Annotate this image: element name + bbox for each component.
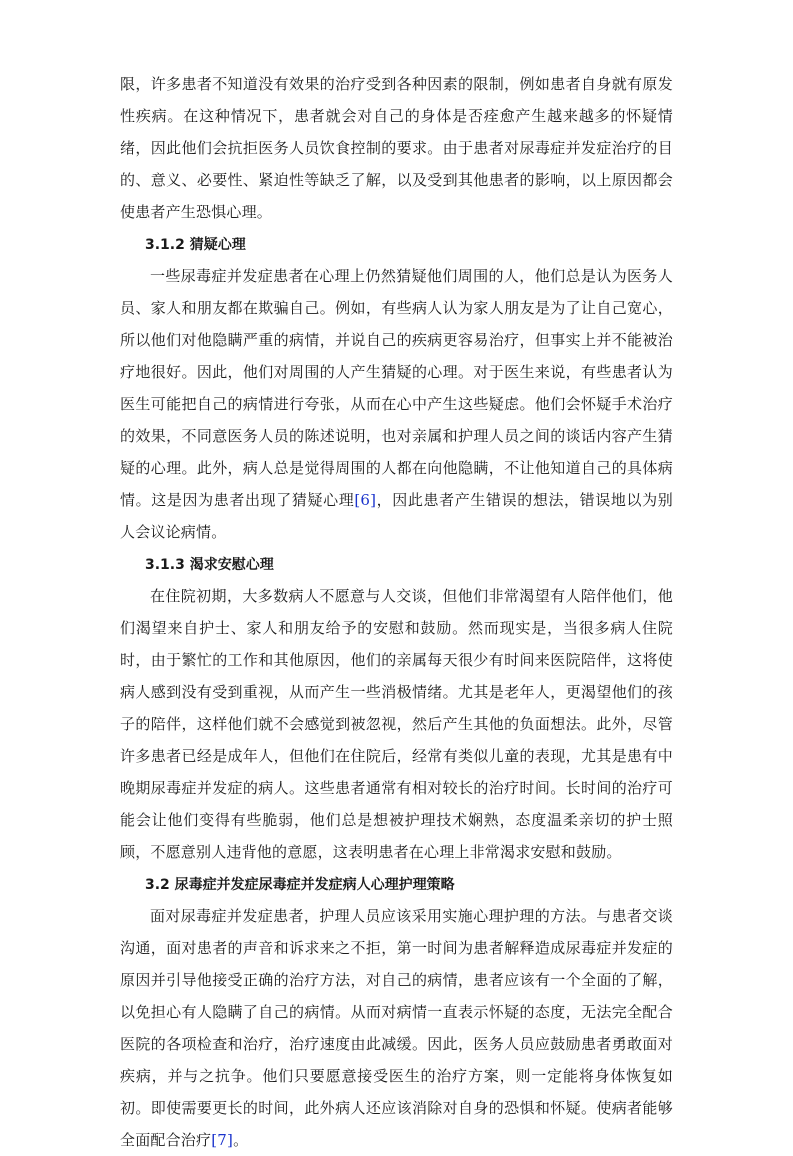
paragraph-suspicion-text: 一些尿毒症并发症患者在心理上仍然猜疑他们周围的人，他们总是认为医务人员、家人和朋友都在欺骗自己。例如，有些病人认为家人朋友是为了让自己宽心，所以他们对他隐瞒严重的病情，并说自己的疾病更容易治疗，但事实上并不能被治疗地很好。因此，他们对周围的人产生猜疑的心理。对于医生来说，有些患者认为医生可能把自己的病情进行夸张，从而在心中产生这些疑虑。他们会怀疑手术治疗的效果，不同意医务人员的陈述说明，也对亲属和护理人员之间的谈话内容产生猜疑的心理。此外，病人总是觉得周围的人都在向他隐瞒，不让他知道自己的具体病情。这是因为患者出现了猜疑心理 (120, 267, 673, 509)
document-body (120, 68, 673, 1156)
paragraph-suspicion (120, 260, 673, 548)
paragraph-nursing-strategy-tail: 。 (233, 1131, 249, 1149)
citation-ref-6[interactable]: [6] (354, 491, 377, 509)
paragraph-nursing-strategy (120, 900, 673, 1156)
paragraph-fear-continued: 限，许多患者不知道没有效果的治疗受到各种因素的限制，例如患者自身就有原发性疾病。在这种情况下，患者就会对自己的身体是否痊愈产生越来越多的怀疑情绪，因此他们会抗拒医务人员饮食控制的要求。由于患者对尿毒症并发症治疗的目的、意义、必要性、紧迫性等缺乏了解，以及受到其他患者的影响，以上原因都会使患者产生恐惧心理。 (120, 75, 673, 221)
section-heading-3-2: 3.2 尿毒症并发症尿毒症并发症病人心理护理策略 (145, 877, 455, 893)
section-heading-3-1-3: 3.1.3 渴求安慰心理 (145, 557, 274, 573)
paragraph-nursing-strategy-text: 面对尿毒症并发症患者，护理人员应该采用实施心理护理的方法。与患者交谈沟通，面对患者的声音和诉求来之不拒，第一时间为患者解释造成尿毒症并发症的原因并引导他接受正确的治疗方法，对自己的病情，患者应该有一个全面的了解，以免担心有人隐瞒了自己的病情。从而对病情一直表示怀疑的态度，无法完全配合医院的各项检查和治疗，治疗速度由此减缓。因此，医务人员应鼓励患者勇敢面对疾病，并与之抗争。他们只要愿意接受医生的治疗方案，则一定能将身体恢复如初。即使需要更长的时间，此外病人还应该消除对自身的恐惧和怀疑。使病者能够全面配合治疗 (120, 907, 673, 1149)
citation-ref-7[interactable]: [7] (211, 1131, 234, 1149)
paragraph-comfort: 在住院初期，大多数病人不愿意与人交谈，但他们非常渴望有人陪伴他们，他们渴望来自护士、家人和朋友给予的安慰和鼓励。然而现实是，当很多病人住院时，由于繁忙的工作和其他原因，他们的亲属每天很少有时间来医院陪伴，这将使病人感到没有受到重视，从而产生一些消极情绪。尤其是老年人，更渴望他们的孩子的陪伴，这样他们就不会感觉到被忽视，然后产生其他的负面想法。此外，尽管许多患者已经是成年人，但他们在住院后，经常有类似儿童的表现，尤其是患有中晚期尿毒症并发症的病人。这些患者通常有相对较长的治疗时间。长时间的治疗可能会让他们变得有些脆弱，他们总是想被护理技术娴熟，态度温柔亲切的护士照顾，不愿意别人违背他的意愿，这表明患者在心理上非常渴求安慰和鼓励。 (120, 587, 673, 861)
section-heading-3-1-2: 3.1.2 猜疑心理 (145, 237, 246, 253)
paragraph-suspicion-tail: ，因此患者产生错误的想法，错误地以为别人会议论病情。 (120, 491, 673, 541)
